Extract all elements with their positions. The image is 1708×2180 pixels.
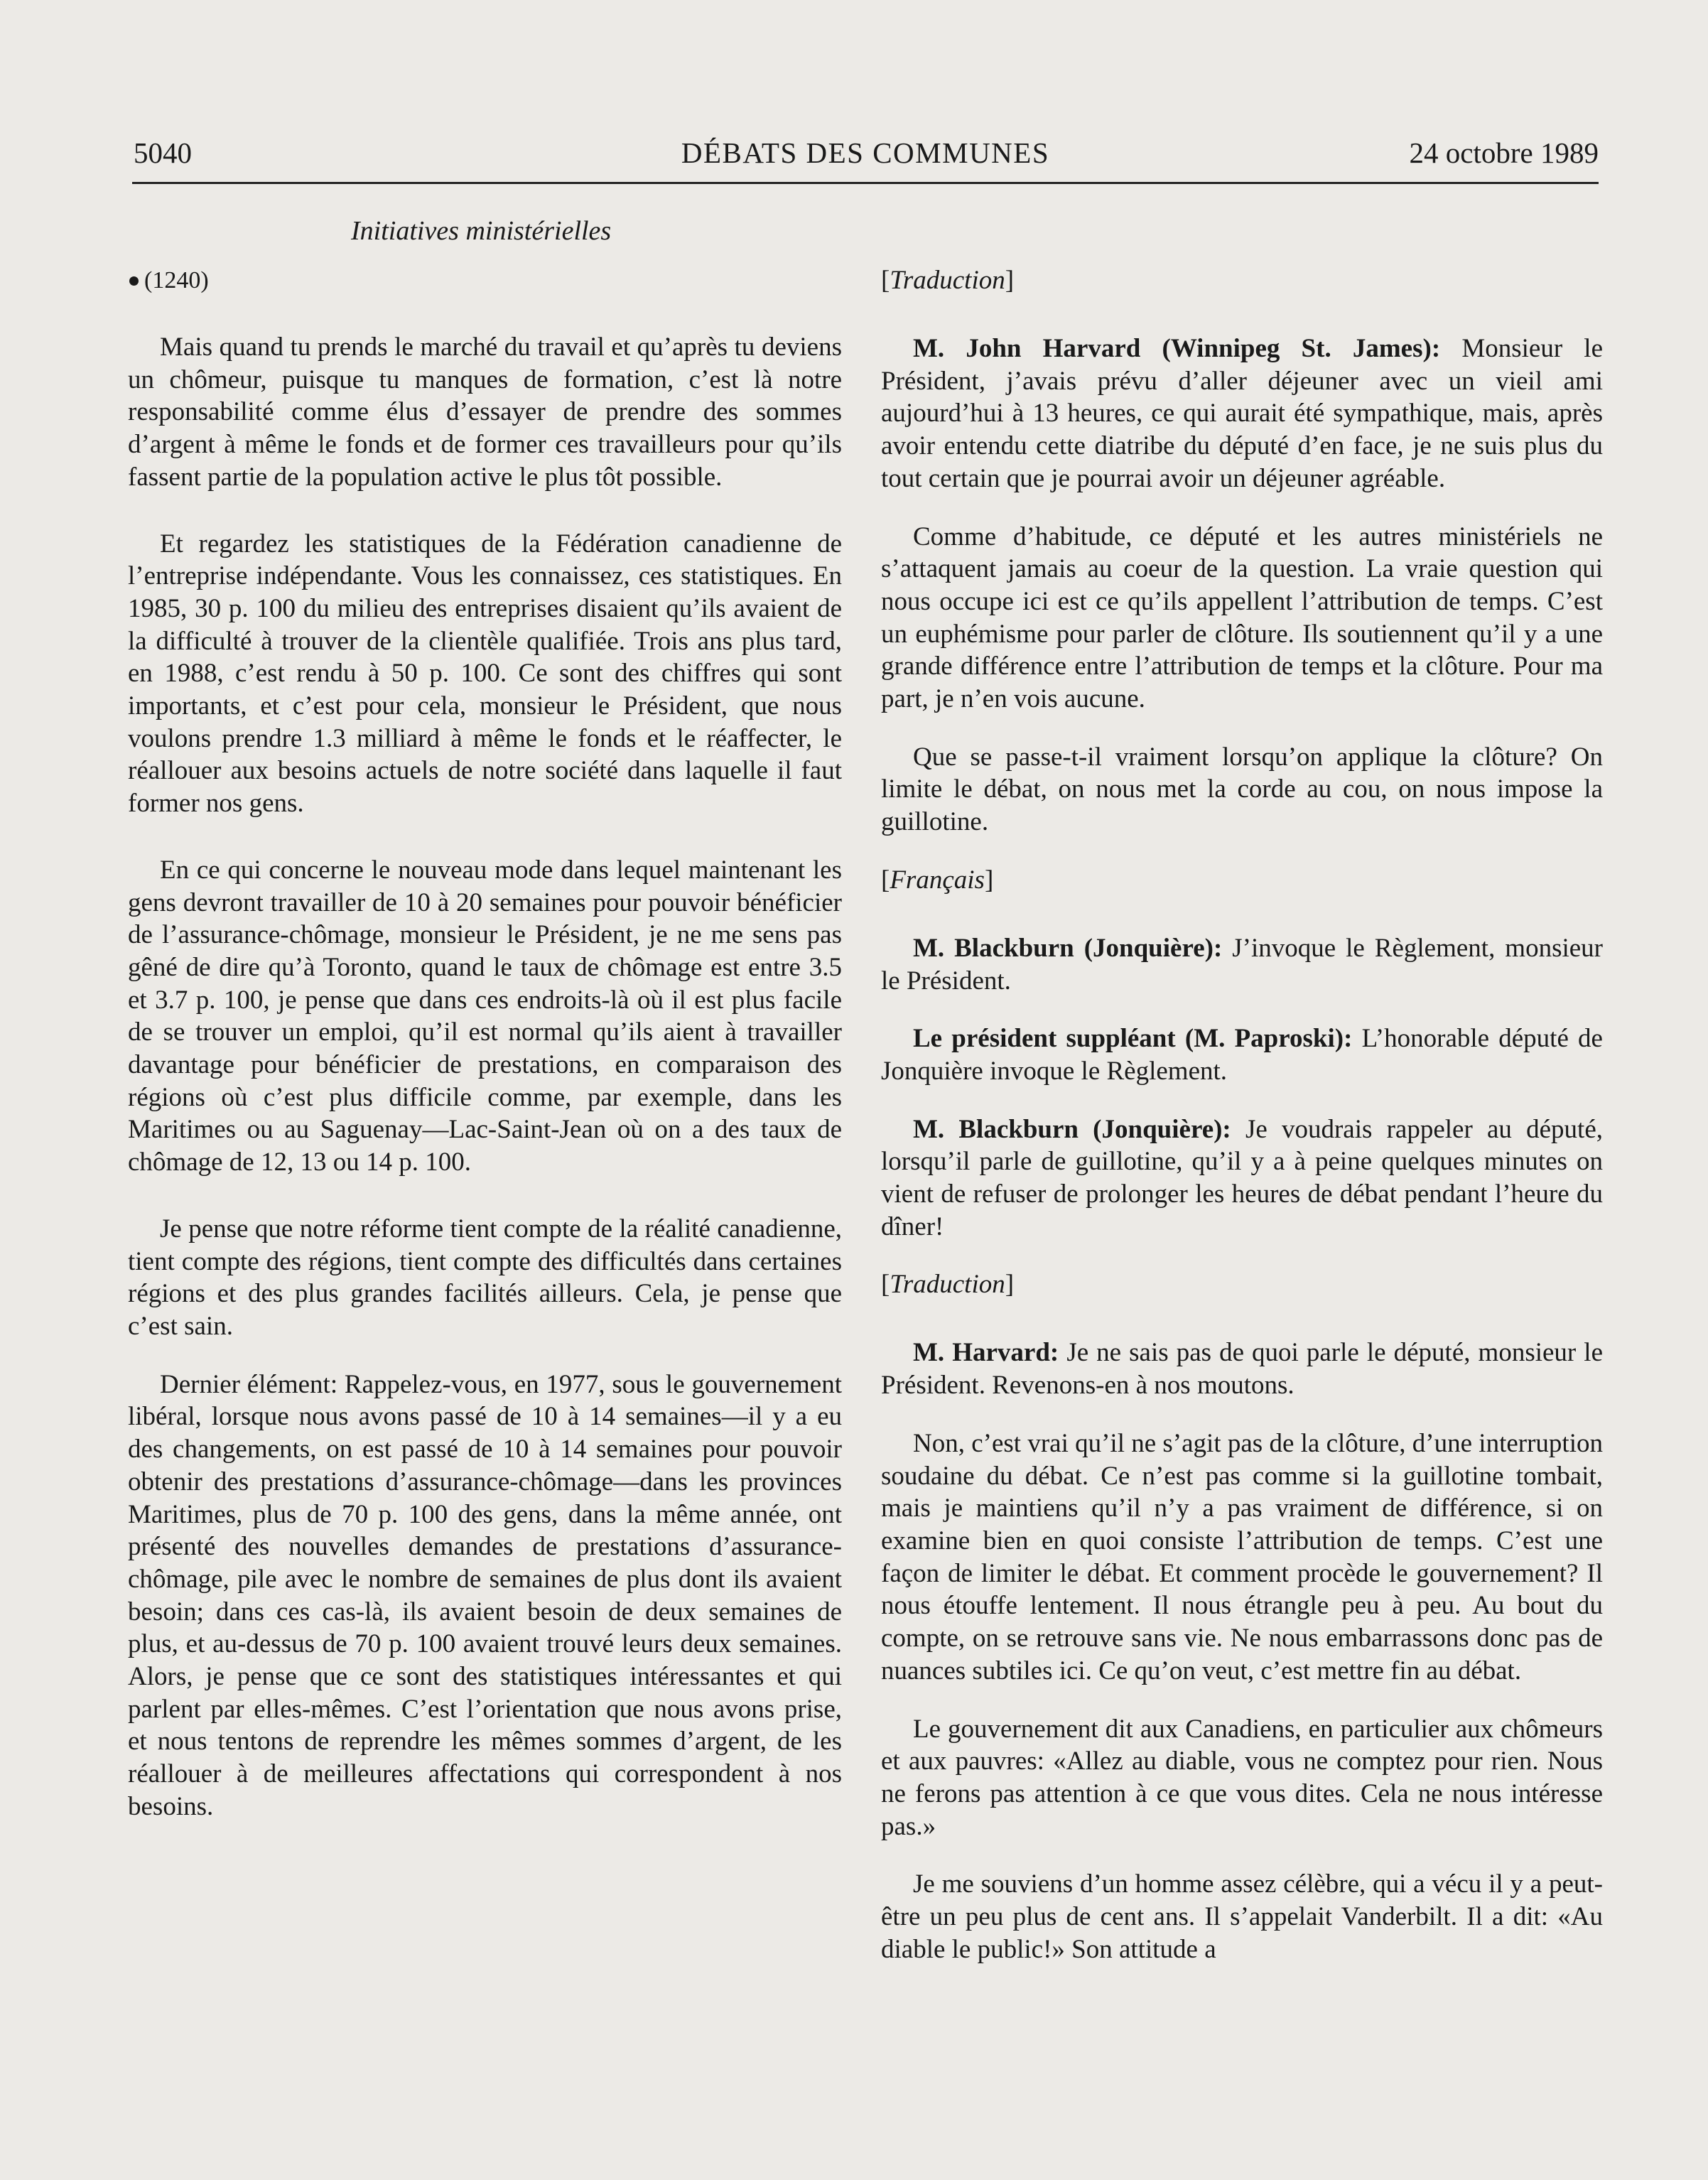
paragraph: Non, c’est vrai qu’il ne s’agit pas de la clôture, d’une interruption soudaine du débat. Ce n’est pas comme si la guillotine tombait, mais je maintiens qu’il n’y a pas vraiment de différence, si on examine bien en quoi consiste l’attribution de temps. C’est une façon de limiter le débat. Et comment procède le gouvernement? Il nous étouffe lentement. Il nous étrangle peu à peu. Au bout du compte, on se retrouve sans vie. Ne nous embarrassons donc pas de nuances subtiles ici. Ce qu’on veut, c’est mettre fin au débat. <box>881 1428 1603 1685</box>
speech <box>881 333 1603 495</box>
page-date: 24 octobre 1989 <box>1409 136 1599 169</box>
speech-text: Je voudrais rappeler au député, lorsqu’il parle de guillotine, qu’il y a à peine quelques minutes on vient de refuser de prolonger les heures de débat pendant l’heure du dîner! <box>881 1114 1603 1241</box>
section-title: Initiatives ministérielles <box>351 216 612 246</box>
paragraph: Et regardez les statistiques de la Fédération canadienne de l’entreprise indépendante. Vous les connaissez, ces statistiques. En 1985, 30 p. 100 du milieu des entreprises disaient qu’ils avaient de la difficulté à trouver de la clientèle qualifiée. Trois ans plus tard, en 1988, c’est rendu à 50 p. 100. Ce sont des chiffres qui sont importants, et c’est pour cela, monsieur le Président, que nous voulons prendre 1.3 milliard à même le fonds et le réaffecter, le réallouer aux besoins actuels de notre société dans laquelle il faut former nos gens. <box>128 529 842 819</box>
paragraph: Le gouvernement dit aux Canadiens, en particulier aux chômeurs et aux pauvres: «Allez au diable, vous ne comptez pour rien. Nous ne ferons pas attention à ce que vous dites. Cela ne nous intéresse pas.» <box>881 1714 1603 1841</box>
speech-text: J’invoque le Règlement, monsieur le Président. <box>881 933 1603 995</box>
speech <box>881 932 1603 997</box>
time-marker <box>128 264 842 297</box>
language-label: [Traduction] <box>881 1270 1015 1300</box>
speech-text: L’honorable député de Jonquière invoque le Règlement. <box>881 1024 1603 1086</box>
speech <box>881 1113 1603 1243</box>
speaker-name: M. Harvard: <box>913 1338 1059 1368</box>
paragraph: Je pense que notre réforme tient compte de la réalité canadienne, tient compte des régions, tient compte des difficultés dans certaines régions et des plus grandes facilités ailleurs. Cela, je pense que c’est sain. <box>128 1214 842 1341</box>
paragraph: Comme d’habitude, ce député et les autres ministériels ne s’attaquent jamais au coeur de la question. La vraie question qui nous occupe ici est ce qu’ils appellent l’attribution de temps. C’est un euphémisme pour parler de clôture. Ils soutiennent qu’il y a une grande différence entre l’attribution de temps et la clôture. Pour ma part, je n’en vois aucune. <box>881 522 1603 714</box>
speaker-name: M. Blackburn (Jonquière): <box>913 1114 1231 1144</box>
speech <box>881 1022 1603 1087</box>
paragraph: En ce qui concerne le nouveau mode dans lequel maintenant les gens devront travailler de 10 à 20 semaines pour pouvoir bénéficier de l’assurance-chômage, monsieur le Président, je ne me sens pas gêné de dire qu’à Toronto, quand le taux de chômage est entre 3.5 et 3.7 p. 100, je pense que dans ces endroits-là où il est plus facile de se trouver un emploi, qu’il est normal qu’ils aient à travailler davantage pour bénéficier de prestations, en comparaison des régions où c’est plus difficile comme, par exemple, dans les Maritimes ou au Saguenay—Lac-Saint-Jean où on a des taux de chômage de 12, 13 ou 14 p. 100. <box>128 855 842 1177</box>
paragraph: Mais quand tu prends le marché du travail et qu’après tu deviens un chômeur, puisque tu manques de formation, c’est là notre responsabilité comme élus d’essayer de prendre des sommes d’argent à même le fonds et de former ces travailleurs pour qu’ils fassent partie de la population active le plus tôt possible. <box>128 333 842 492</box>
page-number: 5040 <box>134 136 192 169</box>
speech <box>881 1337 1603 1401</box>
speaker-name: Le président suppléant (M. Paproski): <box>913 1024 1353 1054</box>
paragraph: Je me souviens d’un homme assez célèbre, qui a vécu il y a peut-être un peu plus de cent ans. Il s’appelait Vanderbilt. Il a dit: «Au diable le public!» Son attitude a <box>881 1869 1603 1964</box>
speech-text: Monsieur le Président, j’avais prévu d’aller déjeuner avec un vieil ami aujourd’hui à 13 heures, ce qui aurait été sympathique, mais, après avoir entendu cette diatribe du député d’en face, je ne suis plus du tout certain que je pourrai avoir un déjeuner agréable. <box>881 334 1603 493</box>
bullet-icon <box>129 276 139 286</box>
language-label: [Français] <box>881 865 994 895</box>
speech-text: Je ne sais pas de quoi parle le député, monsieur le Président. Revenons-en à nos moutons. <box>881 1338 1604 1401</box>
left-column <box>128 264 842 1857</box>
speaker-name: M. John Harvard (Winnipeg St. James): <box>913 334 1441 363</box>
publication-title: DÉBATS DES COMMUNES <box>681 136 1050 169</box>
language-label: [Traduction] <box>881 266 1015 295</box>
time-marker-text: (1240) <box>144 267 209 293</box>
page-header <box>132 135 1599 184</box>
speaker-name: M. Blackburn (Jonquière): <box>913 933 1223 963</box>
right-column <box>881 264 1603 1991</box>
paragraph: Dernier élément: Rappelez-vous, en 1977, sous le gouvernement libéral, lorsque nous avons passé de 10 à 14 semaines—il y a eu des changements, on est passé de 10 à 14 semaines pour pouvoir obtenir des prestations d’assurance-chômage—dans les provinces Maritimes, plus de 70 p. 100 des gens, dans la même année, ont présenté des nouvelles demandes de prestations d’assurance-chômage, pile avec le nombre de semaines de plus dont ils avaient besoin; dans ces cas-là, ils avaient besoin de deux semaines de plus, et au-dessus de 70 p. 100 avaient trouvé leurs deux semaines. Alors, je pense que ce sont des statistiques intéressantes et qui parlent par elles-mêmes. C’est l’orientation que nous avons prise, et nous tentons de reprendre les mêmes sommes d’argent, de les réallouer à de meilleures affectations qui correspondent à nos besoins. <box>128 1369 842 1821</box>
paragraph: Que se passe-t-il vraiment lorsqu’on applique la clôture? On limite le débat, on nous met la corde au cou, on nous impose la guillotine. <box>881 742 1603 837</box>
